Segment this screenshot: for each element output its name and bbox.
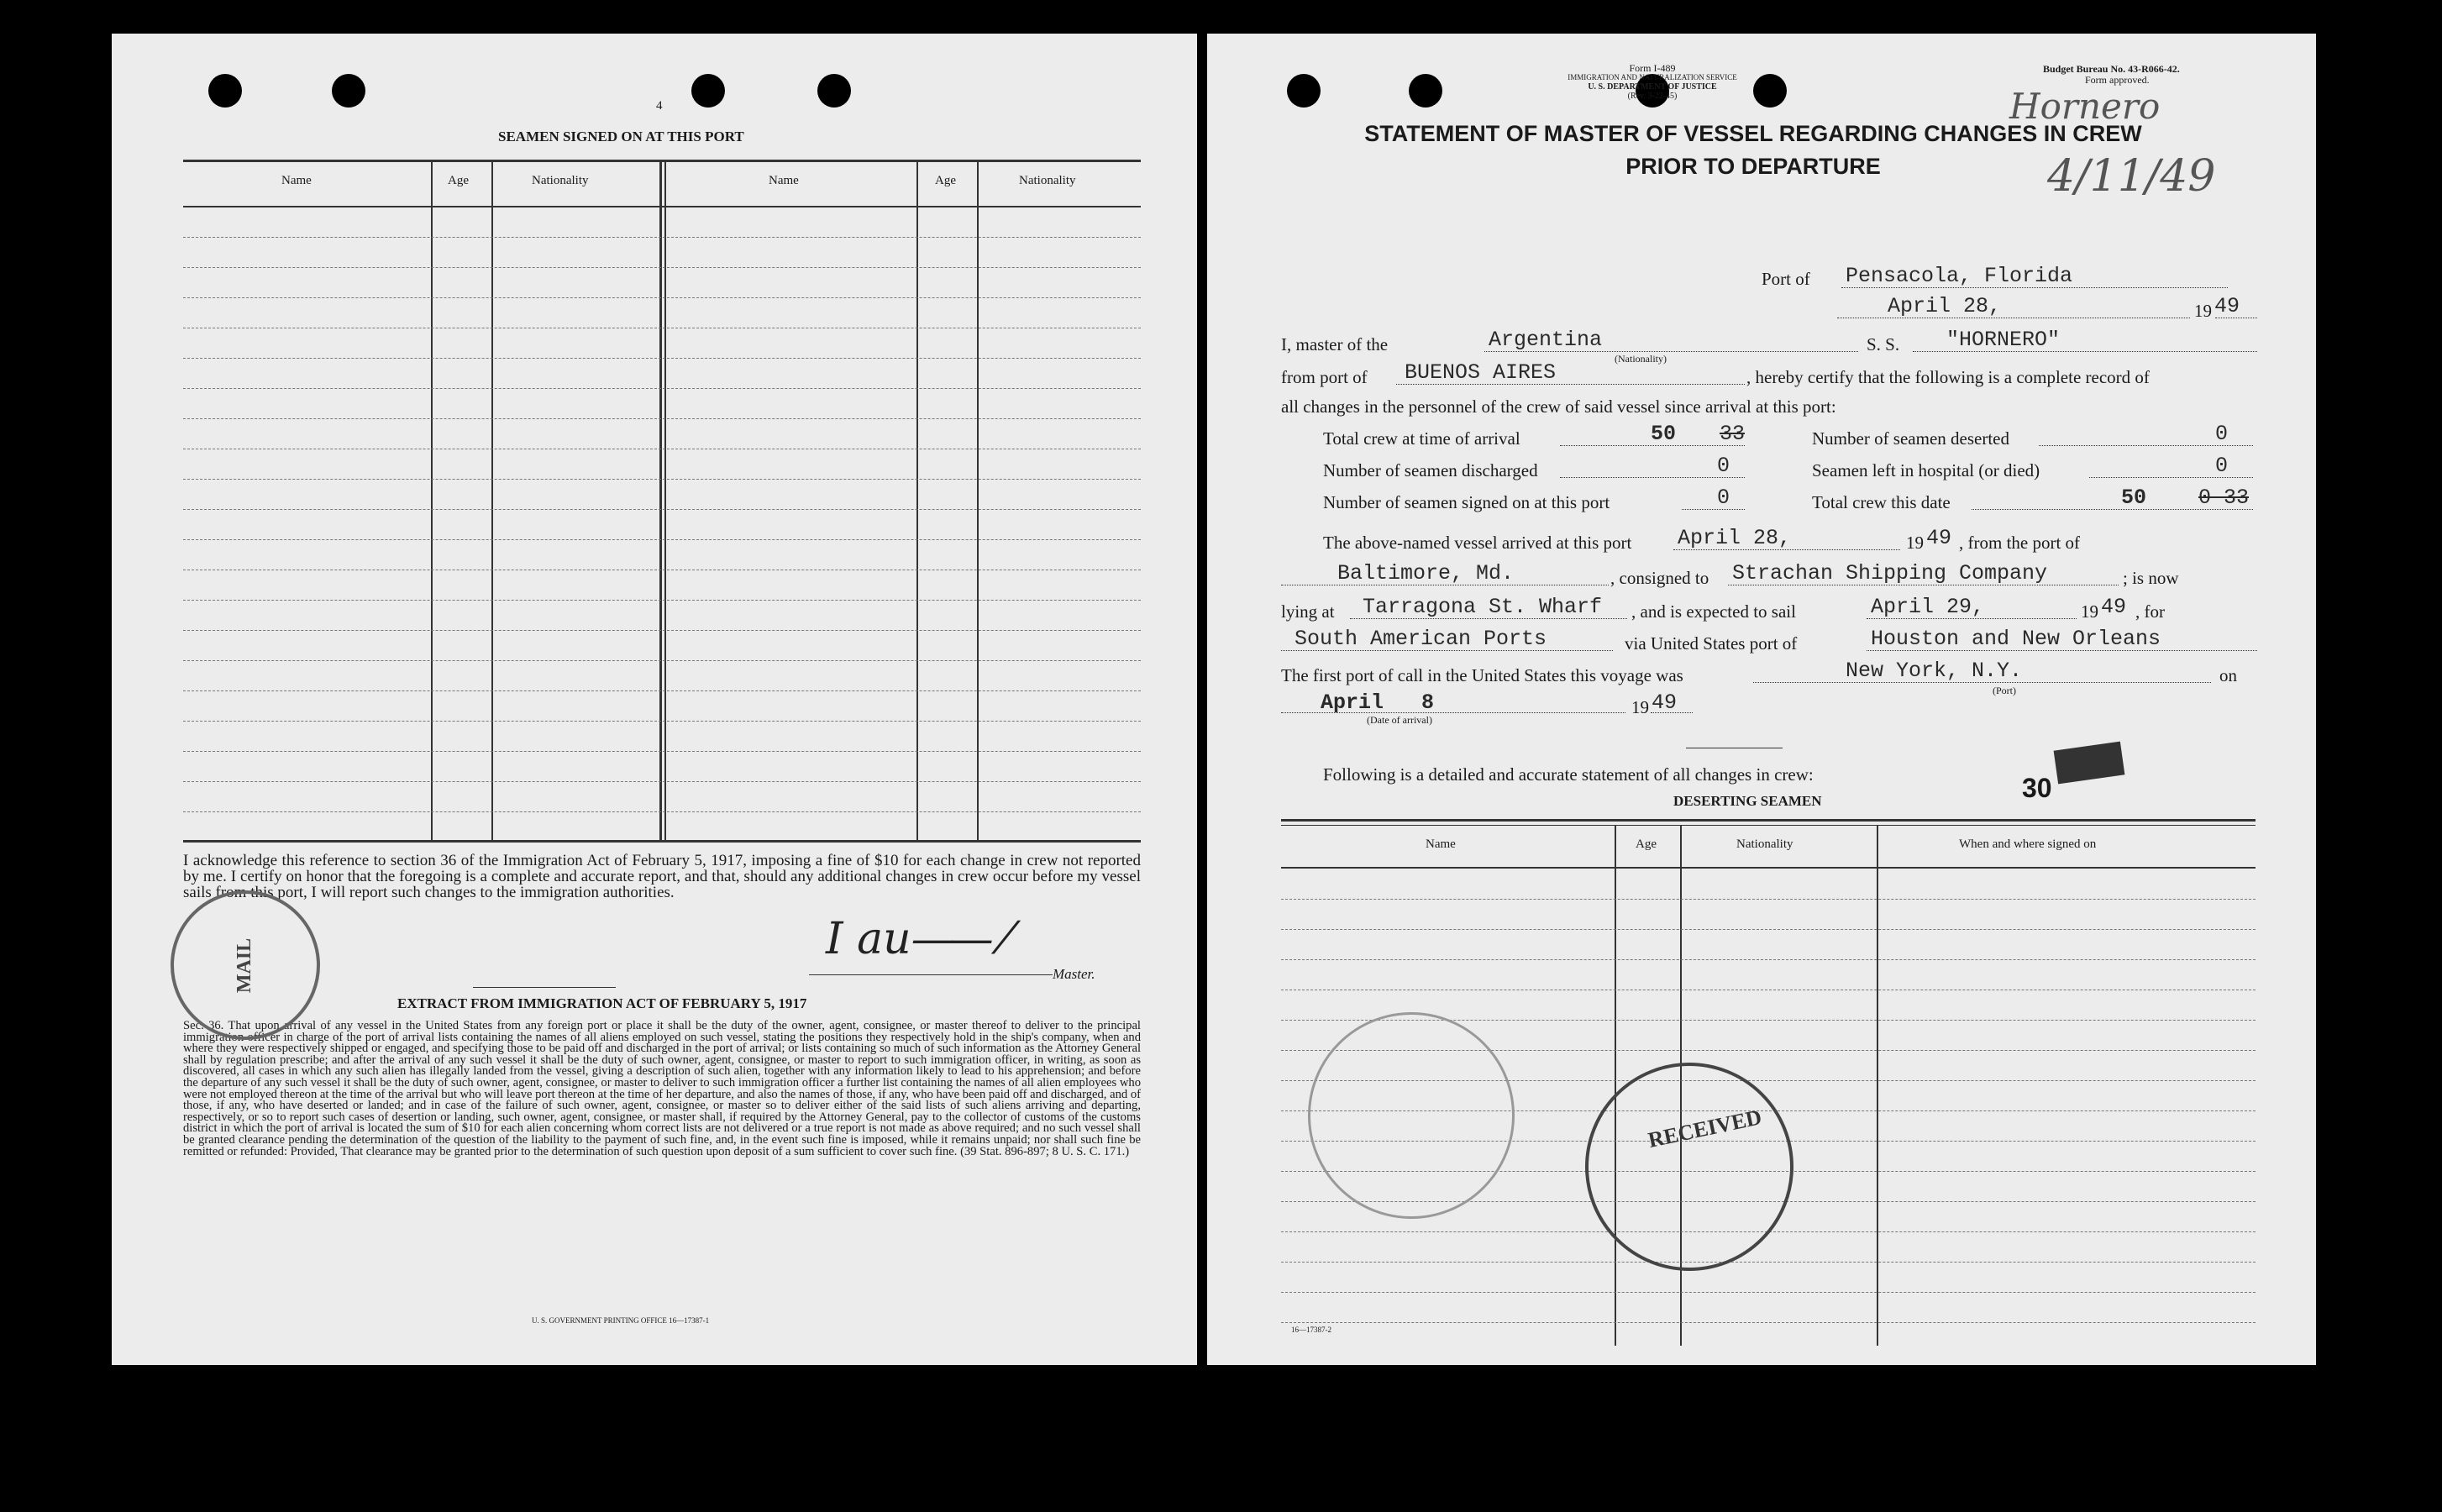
arrived-date: April 28, [1678, 526, 1792, 550]
hospital-label: Seamen left in hospital (or died) [1812, 460, 2040, 480]
total-crew-arrival-label: Total crew at time of arrival [1323, 428, 1520, 449]
date-of-arrival-caption: (Date of arrival) [1367, 714, 1432, 726]
extract-text: Sec. 36. That upon arrival of any vessel in the United States from any foreign port or place it shall be the duty of the owner, agent, consignee, or master thereof to deliver to the principal immigration officer in charge of the port of arrival lists containing the names of all aliens employed on such vessel, stating the positions they respectively hold in the ship's company, when and where they were respectively shipped or engaged, and specifying those to be paid off and discharged in the port of arrival; or lists containing so much of such information as the Attorney General shall by regulation prescribe; and after the arrival of any such vessel it shall be the duty of such owner, agent, consignee, or master to report to such immigration officer, in writing, as soon as discovered, all cases in which any such alien has illegally landed from the vessel, giving a description of such alien, together with any information likely to lead to his apprehension; and before the departure of any such vessel it shall be the duty of such owner, agent, consignee, or master to deliver to such immigration officer a further list containing the names of all alien employees who were not employed thereon at the time of the arrival but who will leave port thereon at the time of her departure, and also the names of those, if any, who have been paid off and discharged, and of those, if any, who have deserted or landed; and in case of the failure of such owner, agent, consignee, or master so to deliver either of the said lists of such aliens arriving and departing, respectively, or so to report such cases of desertion or landing, such owner, agent, consignee, or master shall, if required by the Attorney General, pay to the collector of customs of the customs district in which the port of arrival is located the sum of $10 for each alien concerning whom correct lists are not delivered or a true report is not made as above required; and no such vessel shall be granted clearance pending the determination of the question of the liability to the payment of such fine, and, in the event such fine is imposed, while it remains unpaid; nor shall such fine be remitted or refunded: Provided, That clearance may be granted prior to the determination of such question upon deposit of a sum sufficient to cover such fine. (39 Stat. 896-897; 8 U. S. C. 171.) [183, 1019, 1141, 1158]
table-row [183, 509, 1141, 510]
seamen-signed-on-heading: SEAMEN SIGNED ON AT THIS PORT [498, 129, 744, 144]
deserted-label: Number of seamen deserted [1812, 428, 2009, 449]
signed-on-value: 0 [1717, 486, 1730, 510]
column-header-name: Name [769, 174, 799, 187]
table-row [183, 660, 1141, 661]
table-row [1281, 959, 2256, 960]
struck-value: 33 [1720, 422, 1746, 446]
page-number: 4 [656, 99, 663, 113]
table-row [183, 267, 1141, 268]
table-row [183, 388, 1141, 389]
struck-mark [2054, 742, 2125, 785]
table-row [183, 690, 1141, 691]
is-now: ; is now [2123, 568, 2179, 588]
handwritten-vessel: Hornero [2009, 86, 2161, 127]
mail-stamp: MAIL [171, 890, 320, 1040]
lying-at: Tarragona St. Wharf [1363, 595, 1603, 619]
destination: South American Ports [1295, 627, 1547, 651]
column-header-name: Name [281, 174, 312, 187]
form-approved: Form approved. [2085, 74, 2150, 86]
column-header-name: Name [1426, 837, 1456, 851]
table-row [1281, 1262, 2256, 1263]
extract-heading: EXTRACT FROM IMMIGRATION ACT OF FEBRUARY 5, 1917 [397, 995, 807, 1011]
total-crew-date-label: Total crew this date [1812, 492, 1951, 512]
punch-hole [208, 74, 242, 108]
margin-number: 30 [2022, 773, 2052, 803]
year-prefix: 19 [1631, 697, 1649, 717]
table-row [183, 479, 1141, 480]
form-title: STATEMENT OF MASTER OF VESSEL REGARDING CHANGES IN CREW PRIOR TO DEPARTURE [1364, 121, 2142, 179]
received-stamp: RECEIVED [1585, 1063, 1793, 1271]
certify-text-2: all changes in the personnel of the crew of said vessel since arrival at this port: [1281, 396, 1836, 417]
table-row [183, 539, 1141, 540]
nationality-value: Argentina [1489, 328, 1603, 352]
prior-port: Baltimore, Md. [1337, 561, 1515, 585]
table-row [183, 781, 1141, 782]
year-prefix: 19 [2081, 601, 2098, 622]
punch-hole [332, 74, 365, 108]
arrived-label: The above-named vessel arrived at this port [1323, 533, 1632, 553]
form-header: Form I-489 IMMIGRATION AND NATURALIZATION SERVICE U. S. DEPARTMENT OF JUSTICE (Rev. 3-22-45) [1568, 62, 1737, 101]
certify-text: , hereby certify that the following is a complete record of [1746, 367, 2150, 387]
port-of-value: Pensacola, Florida [1846, 264, 2073, 288]
column-header-nationality: Nationality [532, 174, 589, 187]
master-label: Master. [1053, 966, 1095, 982]
budget-bureau: Budget Bureau No. 43-R066-42. [2043, 63, 2180, 75]
left-page [112, 34, 1197, 1365]
punch-hole [1287, 74, 1321, 108]
form-date: April 28, [1888, 294, 2002, 318]
ss-label: S. S. [1867, 334, 1900, 354]
table-row [183, 418, 1141, 419]
via-ports: Houston and New Orleans [1871, 627, 2161, 651]
table-row [1281, 899, 2256, 900]
table-row [1281, 929, 2256, 930]
for-label: , for [2135, 601, 2165, 622]
table-row [1281, 1322, 2256, 1323]
from-the-port-of: , from the port of [1959, 533, 2081, 553]
handwritten-date: 4/11/49 [2047, 151, 2216, 202]
first-port: New York, N.Y. [1846, 659, 2023, 683]
ship-name: "HORNERO" [1946, 328, 2061, 352]
table-row [183, 600, 1141, 601]
first-port-year: 49 [1652, 690, 1678, 715]
from-port-value: BUENOS AIRES [1405, 360, 1557, 385]
punch-hole [817, 74, 851, 108]
nationality-caption: (Nationality) [1615, 353, 1667, 365]
column-header-age: Age [935, 174, 956, 187]
hospital-value: 0 [2215, 454, 2229, 478]
lying-at-label: lying at [1281, 601, 1335, 622]
faded-date-stamp [1308, 1012, 1515, 1219]
printing-office-note: U. S. GOVERNMENT PRINTING OFFICE 16—17387-1 [532, 1316, 710, 1325]
arrived-year: 49 [1926, 526, 1952, 550]
first-port-date: April 8 [1321, 690, 1435, 715]
sail-year: 49 [2101, 595, 2127, 619]
master-signature: I au—— ⁄ [826, 914, 1010, 964]
column-header-age: Age [1636, 837, 1657, 851]
table-row [183, 751, 1141, 752]
column-header-signed-on: When and where signed on [1959, 837, 2097, 851]
right-page [1207, 34, 2316, 1365]
year-suffix: 49 [2214, 294, 2240, 318]
from-port-label: from port of [1281, 367, 1368, 387]
deserting-seamen-heading: DESERTING SEAMEN [1673, 793, 1822, 809]
deserted-value: 0 [2215, 422, 2229, 446]
year-prefix: 19 [2194, 301, 2212, 321]
discharged-value: 0 [1717, 454, 1730, 478]
total-crew-date-value: 50 [2121, 486, 2147, 510]
consignee: Strachan Shipping Company [1732, 561, 2048, 585]
year-prefix: 19 [1906, 533, 1924, 553]
discharged-label: Number of seamen discharged [1323, 460, 1538, 480]
table-row [183, 237, 1141, 238]
punch-hole [1409, 74, 1442, 108]
port-of-label: Port of [1762, 269, 1810, 289]
on-label: on [2219, 665, 2237, 685]
punch-hole [691, 74, 725, 108]
table-row [183, 297, 1141, 298]
table-row [1281, 1292, 2256, 1293]
signed-on-label: Number of seamen signed on at this port [1323, 492, 1610, 512]
column-header-age: Age [448, 174, 469, 187]
via-label: via United States port of [1625, 633, 1798, 654]
column-header-nationality: Nationality [1019, 174, 1076, 187]
struck-value: 0 33 [2198, 486, 2250, 510]
following-text: Following is a detailed and accurate statement of all changes in crew: [1323, 764, 1814, 785]
total-crew-arrival-value: 50 [1651, 422, 1677, 446]
master-of-the-label: I, master of the [1281, 334, 1389, 354]
port-caption: (Port) [1993, 685, 2016, 696]
table-row [183, 630, 1141, 631]
acknowledgement-text: I acknowledge this reference to section 36 of the Immigration Act of February 5, 1917, imposing a fine of $10 for each change in crew not reported by me. I certify on honor that the foregoing is a complete and accurate report, and that, should any additional changes in crew occur before my vessel sails from this port, I will report such changes to the immigration authorities. [183, 852, 1141, 901]
table-row [183, 358, 1141, 359]
sail-date: April 29, [1871, 595, 1985, 619]
column-header-nationality: Nationality [1736, 837, 1793, 851]
expected-label: , and is expected to sail [1631, 601, 1796, 622]
first-port-label: The first port of call in the United States this voyage was [1281, 665, 1683, 685]
printing-code: 16—17387-2 [1291, 1326, 1331, 1334]
table-row [183, 811, 1141, 812]
consigned-label: , consigned to [1610, 568, 1709, 588]
table-row [183, 721, 1141, 722]
